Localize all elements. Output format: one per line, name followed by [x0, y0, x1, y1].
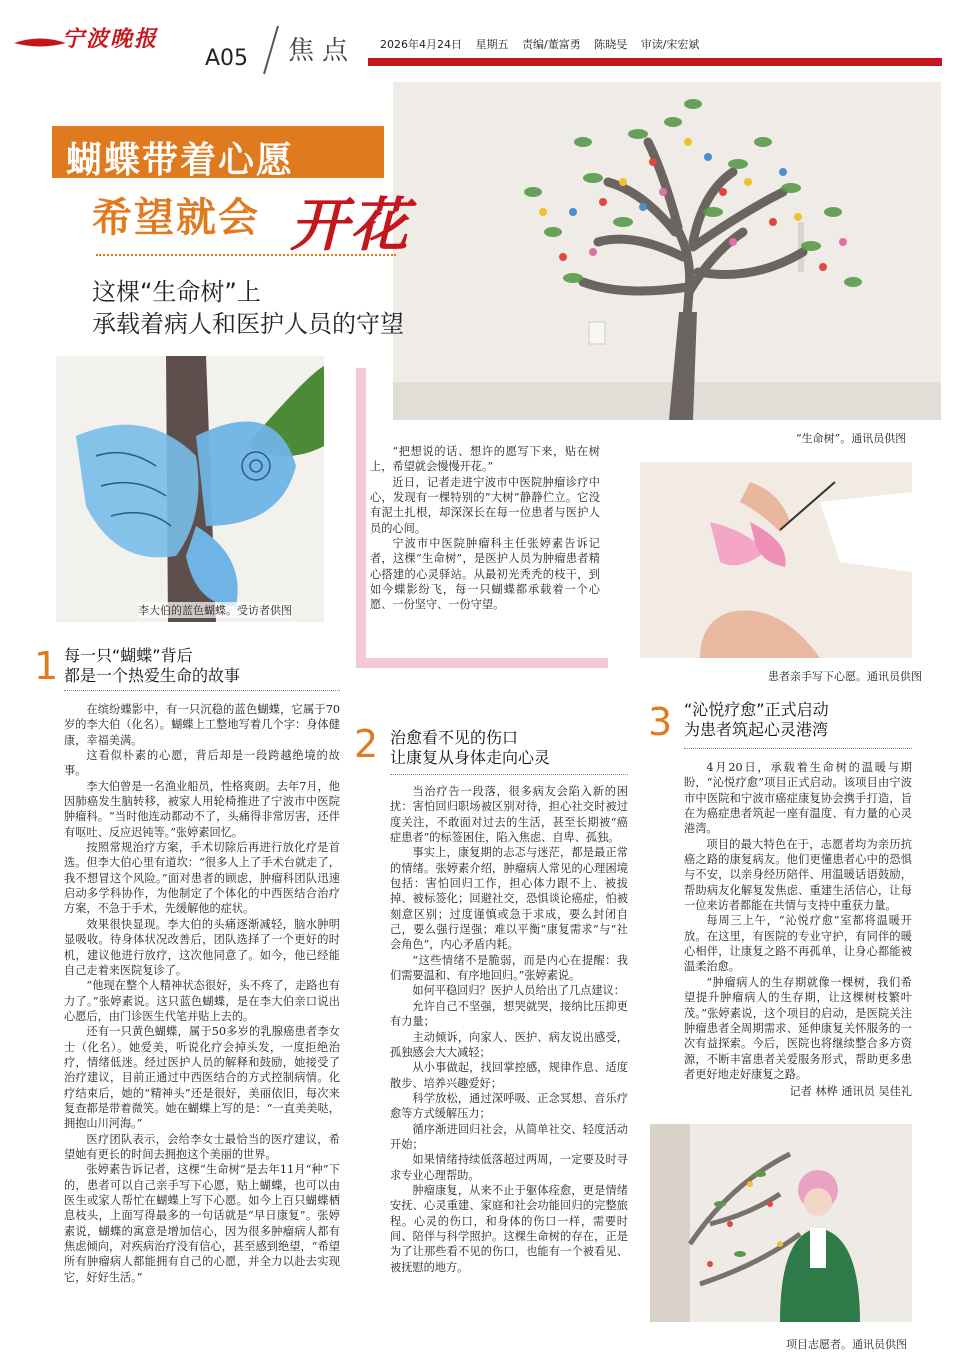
masthead-logo[interactable]: 宁波晚报 [62, 26, 159, 52]
intro-paragraph: “把想说的话、想许的愿写下来，贴在树上，希望就会慢慢开花。” [370, 445, 600, 474]
editor-credit: 责编/董富勇 [522, 38, 581, 51]
subhead-line-1: 这棵“生命树”上 [92, 278, 261, 306]
intro-text [370, 444, 600, 613]
tree-photo-caption: “生命树”。通讯员供图 [796, 432, 907, 445]
writing-photo-caption: 患者亲手写下心愿。通讯员供图 [768, 670, 922, 683]
section-1-title-line-2: 都是一个热爱生命的故事 [64, 666, 241, 685]
section-1-paragraph: 在缤纷蝶影中，有一只沉稳的蓝色蝴蝶，它属于70岁的李大伯（化名）。蝴蝶上工整地写着几个字：身体健康，幸福美满。 [64, 703, 340, 747]
section-1-number: 1 [34, 644, 59, 688]
section-2-paragraph: 如何平稳回归？医护人员给出了几点建议： [412, 984, 625, 998]
section-3-title-line-2: 为患者筑起心灵港湾 [684, 720, 829, 739]
section-2-paragraph: 肿瘤康复，从来不止于躯体痊愈，更是情绪安抚、心灵重建、家庭和社会功能回归的完整旅程。心灵的伤口，和身体的伤口一样，需要时间、陪伴与科学照护。这棵生命树的存在，正是为了让那些看不见的伤口，也能有一个被看见、被抚慰的地方。 [390, 1183, 628, 1274]
headline-divider [96, 254, 396, 256]
section-1-paragraph: 张婷素告诉记者，这棵“生命树”是去年11月“种”下的，患者可以自己亲手写下心愿，贴上蝴蝶，也可以由医生或家人帮忙在蝴蝶上写下心愿。如今上百只蝴蝶栖息枝头，上面写得最多的一句话就是“早日康复”。张婷素说，蝴蝶的寓意是增加信心，因为很多肿瘤病人都有焦虑倾向，对疾病治疗没有信心，甚至感到绝望，“希望所有肿瘤病人都能拥有自己的心愿，并全力以赴去实现它，好好生活。” [64, 1163, 340, 1284]
butterfly-photo [56, 356, 324, 622]
designer-credit: 陈晓旻 [594, 38, 628, 51]
issue-date: 2026年4月24日 [380, 38, 462, 51]
section-2-body [390, 784, 628, 1275]
section-1-body [64, 702, 340, 1285]
masthead-rule [368, 58, 942, 66]
section-1-divider [64, 690, 340, 691]
headline-line-2-emphasis: 开花 [290, 191, 411, 259]
issue-weekday: 星期五 [475, 38, 509, 51]
section-1-paragraph: 这看似朴素的心愿，背后却是一段跨越绝境的故事。 [64, 749, 340, 778]
masthead-divider [262, 24, 280, 76]
proofreader-credit: 审读/宋宏斌 [640, 38, 700, 51]
section-2-paragraph: 当治疗告一段落，很多病友会陷入新的困扰：害怕回归职场被区别对待，担心社交时被过度关注，不敢面对过去的生活，甚至长期被“癌症患者”的标签困住，陷入焦虑、自卑、孤独。 [390, 785, 628, 845]
masthead-logo-mark [14, 36, 66, 50]
section-3-number: 3 [648, 700, 673, 744]
intro-paragraph: 宁波市中医院肿瘤科主任张婷素告诉记者，这棵“生命树”，是医护人员为肿瘤患者精心搭建的心灵驿站。从最初光秃秃的枝干，到如今蝶影纷飞，每一只蝴蝶都承载着一个心愿、一份坚守、一份守望。 [370, 537, 600, 612]
section-2-paragraph: 主动倾诉，向家人、医护、病友说出感受，孤独感会大大减轻； [390, 1030, 628, 1059]
section-2-paragraph: 事实上，康复期的忐忑与迷茫，都是最正常的情绪。张婷素介绍，肿瘤病人常见的心理困境包括：害怕回归工作，担心体力跟不上、被拔掉、被标签化；回避社交，恐惧谈论癌症，怕被刻意区别；过度谨慎或急于求成，要么封闭自己，要么强行逞强；难以平衡“康复需求”与“社会角色”，内心矛盾内耗。 [390, 846, 628, 952]
section-1-paragraph: 按照常规治疗方案，手术切除后再进行放化疗是首选。但李大伯心里有道坎：“很多人上了手术台就走了，我不想冒这个风险。”面对患者的顾虑，肿瘤科团队迅速启动多学科协作，为他制定了个体化的中西医结合治疗方案，不急于手术，先缓解他的症状。 [64, 841, 340, 916]
volunteer-illustration [650, 1124, 912, 1322]
headline-line-2: 希望就会 [92, 195, 260, 241]
section-1-paragraph: 医疗团队表示，会给李女士最恰当的医疗建议，希望她有更长的时间去拥抱这个美丽的世界。 [64, 1132, 340, 1161]
byline: 记者 林桦 通讯员 吴佳礼 [789, 1085, 912, 1099]
section-1-title-line-1: 每一只“蝴蝶”背后 [64, 646, 193, 665]
volunteer-photo-caption: 项目志愿者。通讯员供图 [786, 1338, 907, 1351]
section-name: 焦点 [288, 36, 357, 66]
section-3-title-line-1: “沁悦疗愈”正式启动 [684, 700, 829, 719]
section-3-paragraph: 项目的最大特色在于，志愿者均为亲历抗癌之路的康复病友。他们更懂患者心中的恐惧与不安，以亲身经历陪伴、用温暖话语鼓励，帮助病友化解复发焦虑、重建生活信心，让每一位来访者都能在共情与支持中重获力量。 [684, 837, 912, 913]
section-2-title-line-1: 治愈看不见的伤口 [390, 728, 519, 747]
intro-paragraph: 近日，记者走进宁波市中医院肿瘤诊疗中心，发现有一棵特别的“大树”静静伫立。它没有泥土扎根，却深深长在每一位患者与医护人员的心间。 [370, 475, 600, 535]
section-3-divider [684, 748, 912, 749]
writing-photo [640, 462, 912, 658]
headline-line-1: 蝴蝶带着心愿 [52, 126, 384, 178]
section-2-paragraph: 循序渐进回归社会，从简单社交、轻度活动开始； [390, 1122, 628, 1151]
page-number: A05 [205, 46, 249, 71]
section-1-paragraph: “他现在整个人精神状态很好，头不疼了，走路也有力了。”张婷素说。这只蓝色蝴蝶，是在李大伯亲口说出心愿后，由门诊医生代笔并贴上去的。 [64, 979, 340, 1023]
section-1-paragraph: 还有一只黄色蝴蝶，属于50多岁的乳腺癌患者李女士（化名）。她爱美，听说化疗会掉头发，一度拒绝治疗，情绪低迷。经过医护人员的解释和鼓励，她接受了治疗建议，目前正通过中西医结合的方式控制病情。化疗结束后，她的“精神头”还是很好，美丽依旧，每次来复查都是带着微笑。她在蝴蝶上写的是：“一直美美哒，拥抱山川河海。” [64, 1025, 340, 1131]
volunteer-photo [650, 1124, 912, 1322]
writing-hands-illustration [640, 462, 912, 658]
section-2-paragraph: “这些情绪不是脆弱，而是内心在提醒：我们需要温和、有序地回归。”张婷素说。 [390, 953, 628, 983]
section-3-body [684, 760, 912, 1100]
section-2-paragraph: 从小事做起，找回掌控感，规律作息、适度散步、培养兴趣爱好； [390, 1061, 628, 1090]
section-2-number: 2 [354, 722, 379, 766]
butterfly-photo-caption: 李大伯的蓝色蝴蝶。受访者供图 [138, 604, 292, 617]
section-2-divider [390, 774, 628, 775]
section-3-paragraph: “肿瘤病人的生存期就像一棵树，我们希望提升肿瘤病人的生存期，让这棵树枝繁叶茂。”张婷素说，这个项目的启动，是医院关注肿瘤患者全周期需求、延伸康复关怀服务的一次有益探索。今后，医院也将继续整合多方资源，不断丰富患者关爱服务形式，帮助更多患者更好地走好康复之路。 [684, 975, 912, 1081]
section-1-paragraph: 李大伯曾是一名渔业船员，性格爽朗。去年7月，他因肺癌发生脑转移，被家人用轮椅推进了宁波市中医院肿瘤科。“当时他连动都动不了，头痛得非常厉害，还伴有呕吐、反应迟钝等。”张婷素回忆。 [64, 779, 340, 839]
section-2-paragraph: 科学放松，通过深呼吸、正念冥想、音乐疗愈等方式缓解压力； [390, 1091, 628, 1121]
section-1-paragraph: 效果很快显现。李大伯的头痛逐渐减轻，脑水肿明显吸收。待身体状况改善后，团队选择了一个更好的时机，建议他进行放疗，这次他同意了。如今，他已经能自己走着来医院复诊了。 [64, 917, 340, 977]
section-2-title-line-2: 让康复从身体走向心灵 [390, 748, 551, 767]
masthead-meta [380, 36, 709, 52]
section-2-paragraph: 如果情绪持续低落超过两周，一定要及时寻求专业心理帮助。 [390, 1153, 628, 1182]
subhead-line-2: 承载着病人和医护人员的守望 [92, 310, 404, 338]
blue-butterfly-illustration [56, 356, 324, 622]
section-3-paragraph: 每周三上午，“沁悦疗愈”室都将温暖开放。在这里，有医院的专业守护，有同伴的暖心相伴，让康复之路不再孤单，让身心都能被温柔治愈。 [684, 914, 912, 974]
section-3-paragraph: 4月20日，承载着生命树的温暖与期盼，“沁悦疗愈”项目正式启动。该项目由宁波市中医院和宁波市癌症康复协会携手打造，旨在为癌症患者筑起一座有温度、有力量的心灵港湾。 [684, 761, 912, 836]
section-2-paragraph: 允许自己不坚强，想哭就哭，接纳比压抑更有力量； [390, 999, 628, 1029]
